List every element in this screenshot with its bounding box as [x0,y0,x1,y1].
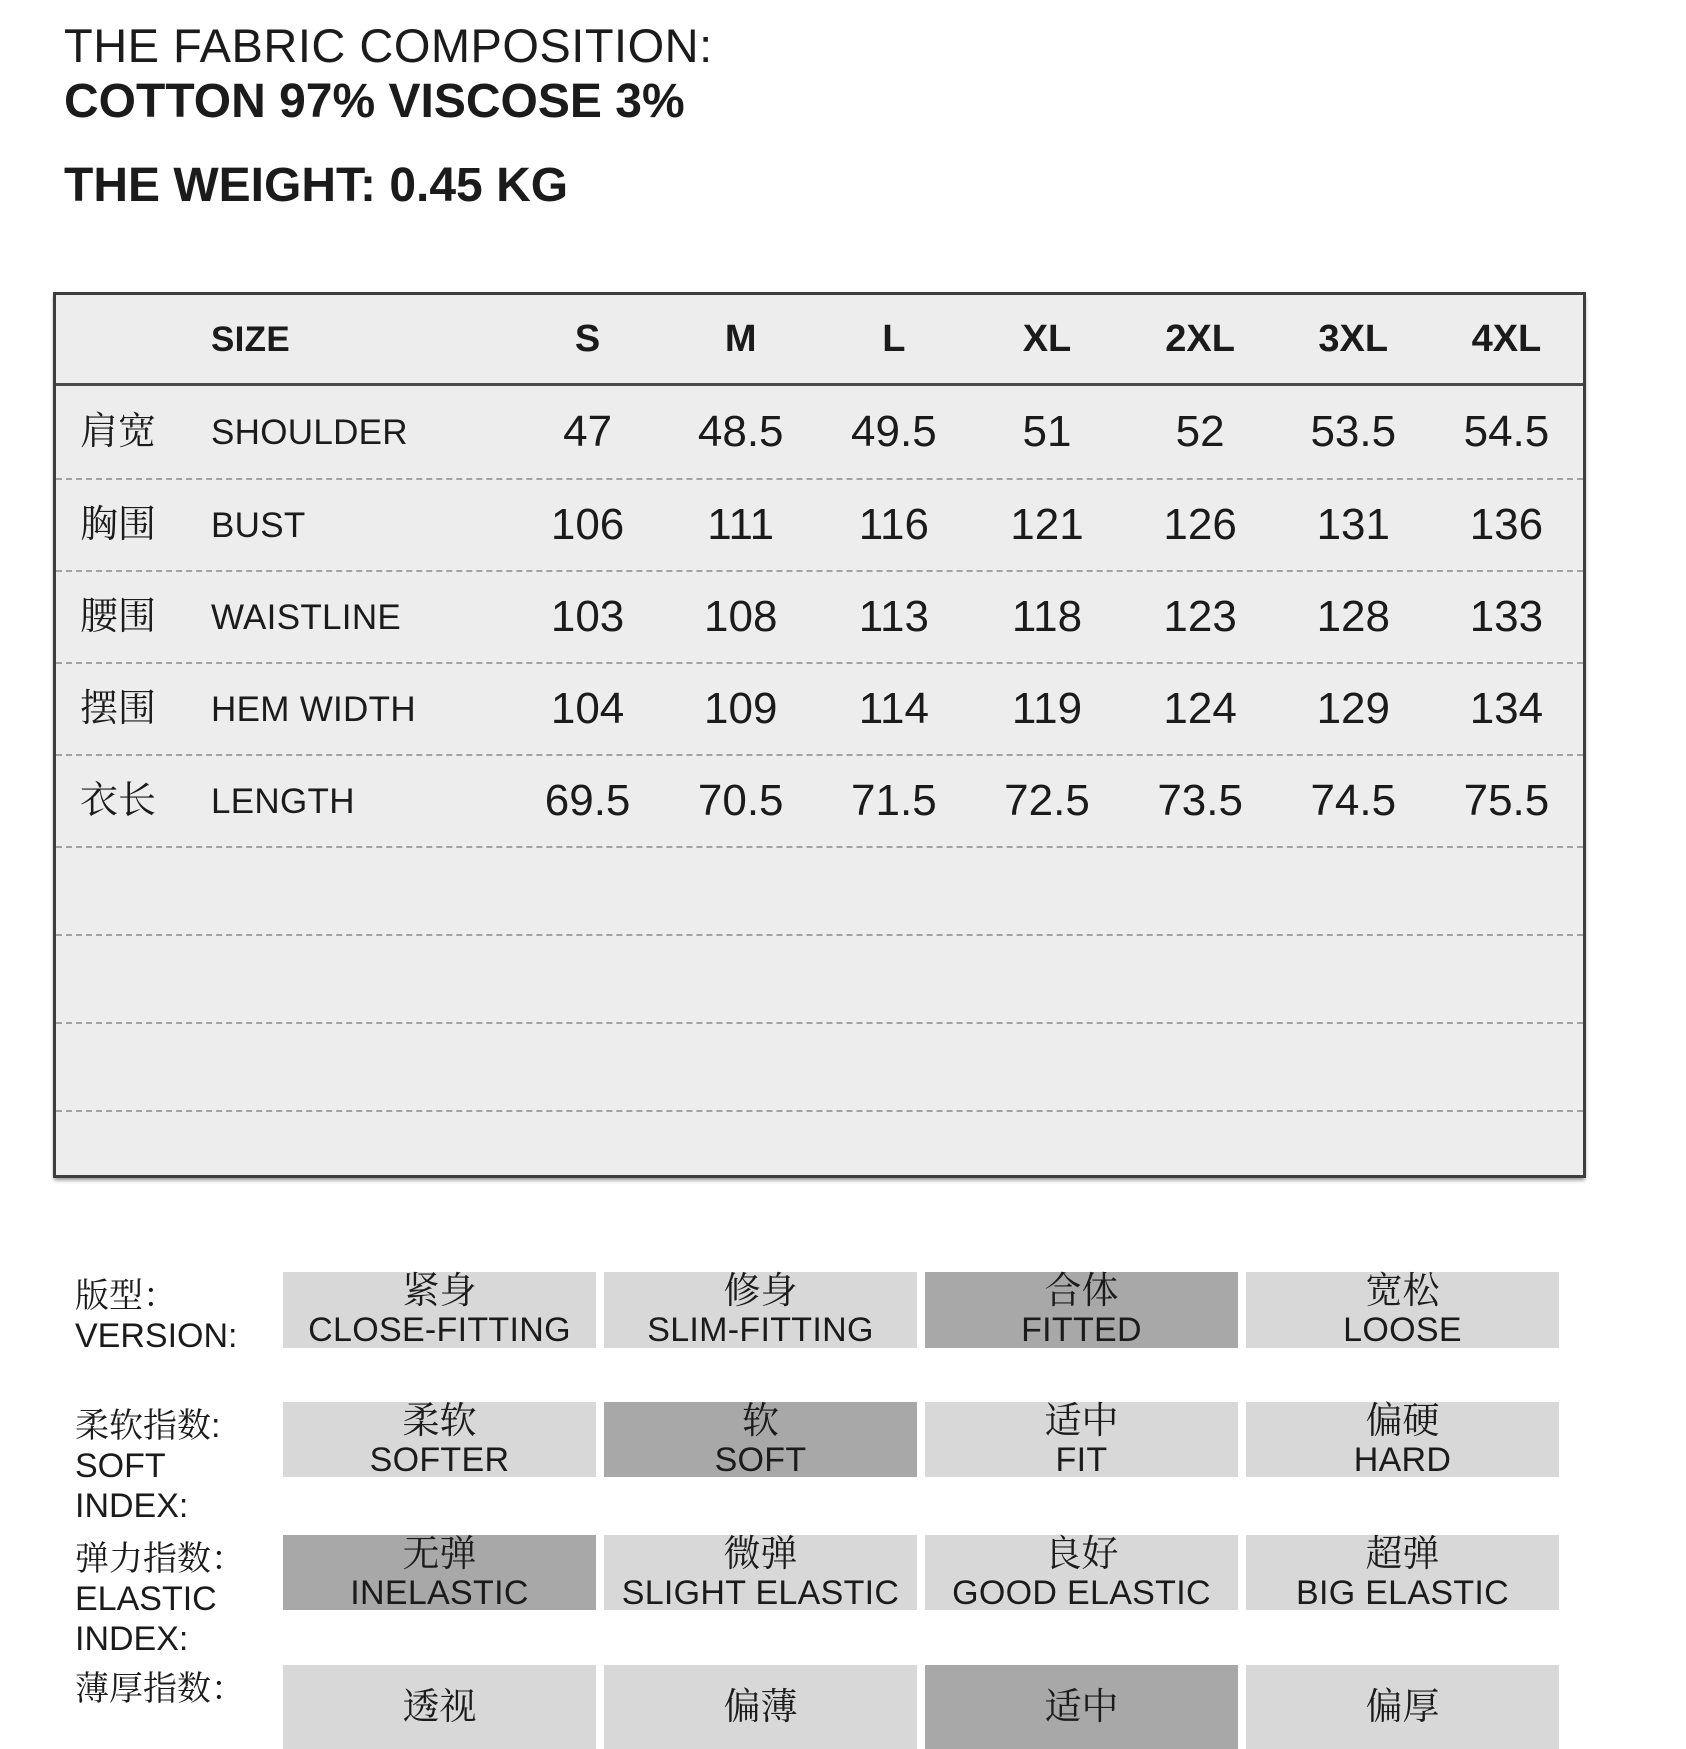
attribute-option-cn: 微弹 [723,1532,798,1574]
attribute-option-cell [1246,1272,1559,1348]
attribute-label-line: 版型： [75,1277,177,1315]
attribute-option-en: SOFTER [369,1440,510,1479]
attribute-options [283,1665,1559,1749]
attribute-label-line: INDEX: [75,1620,189,1658]
measurement-row [56,570,1583,662]
attribute-option-cn: 偏硬 [1365,1399,1440,1441]
row-label-en: HEM WIDTH [211,689,416,729]
measurement-row [56,386,1583,478]
attribute-option-cell-selected [604,1399,917,1479]
measurement-value-cell: 52 [1175,407,1225,456]
attribute-option-cn: 超弹 [1365,1532,1440,1574]
row-label-cn: 胸围 [80,504,157,546]
attribute-option-cell [283,1665,596,1749]
measurement-value-cell: 70.5 [697,776,784,825]
attribute-option-cn: 偏薄 [723,1686,798,1727]
measurement-value-cell: 51 [1022,407,1072,456]
measurement-value-cell: 111 [707,500,775,549]
size-header-cell: 3XL [1318,318,1389,360]
attribute-option-cell [1246,1399,1559,1479]
attribute-label [75,1406,220,1526]
attribute-option-cn: 宽松 [1365,1270,1440,1311]
size-header-cell: L [882,318,906,360]
measurement-value-cell: 53.5 [1310,407,1397,456]
empty-row [56,846,1583,934]
size-header-cell: 4XL [1471,318,1542,360]
attribute-option-cn: 偏厚 [1365,1686,1440,1727]
measurement-value-cell: 72.5 [1004,776,1090,825]
attribute-option-cell [1246,1665,1559,1749]
attribute-option-en: GOOD ELASTIC [952,1573,1211,1612]
attribute-option-cn: 紧身 [402,1270,477,1311]
attribute-options [283,1272,1559,1348]
size-table-header-row [56,295,1583,386]
attribute-option-en: FITTED [1021,1311,1142,1349]
row-label-en: WAISTLINE [211,597,402,637]
attribute-option-en: SLIGHT ELASTIC [621,1573,900,1612]
attribute-option-cell [1246,1532,1559,1612]
measurement-value-cell: 121 [1010,500,1084,549]
size-header-cell: S [574,318,601,360]
fabric-composition-label: THE FABRIC COMPOSITION: [64,19,713,72]
measurement-value-cell: 104 [550,684,625,733]
weight-value: THE WEIGHT: 0.45 KG [64,159,569,212]
size-table [53,292,1586,1178]
attribute-option-cell-selected [925,1272,1238,1348]
measurement-value-cell: 133 [1469,592,1544,641]
measurement-value-cell: 126 [1163,500,1237,549]
attribute-option-cell [283,1399,596,1479]
row-label-cn: 摆围 [80,688,157,730]
attribute-option-en: FIT [1055,1440,1108,1479]
attribute-option-cn: 适中 [1044,1686,1119,1727]
measurement-value-cell: 48.5 [697,407,784,456]
attribute-label-line: SOFT [75,1447,166,1485]
attribute-option-cell [925,1399,1238,1479]
measurement-value-cell: 73.5 [1157,776,1243,825]
attribute-option-cn: 修身 [723,1270,798,1311]
empty-row [56,1022,1583,1110]
attribute-options [283,1532,1559,1612]
attribute-label-line: INDEX: [75,1487,189,1525]
attribute-label-line: ELASTIC [75,1580,217,1618]
attribute-options [283,1399,1559,1479]
measurement-value-cell: 114 [858,684,929,733]
measurement-value-cell: 47 [563,407,613,456]
empty-row [56,1110,1583,1175]
row-label-en: BUST [211,505,306,545]
attribute-label-line: 柔软指数: [75,1407,221,1445]
attribute-label-line: 弹力指数： [75,1540,245,1578]
measurement-value-cell: 131 [1316,500,1390,549]
attribute-label-line: VERSION: [75,1317,238,1355]
attribute-option-cn: 良好 [1044,1532,1119,1574]
attribute-option-en: HARD [1353,1440,1452,1479]
measurement-value-cell: 113 [858,592,929,641]
measurement-value-cell: 49.5 [851,407,937,456]
measurement-row [56,662,1583,754]
row-label-en: LENGTH [211,781,355,821]
size-header-cell: M [724,318,757,360]
measurement-value-cell: 118 [1011,592,1083,641]
attribute-option-cn: 无弹 [402,1532,477,1574]
measurement-value-cell: 74.5 [1310,776,1397,825]
measurement-row [56,478,1583,570]
size-header-cell: 2XL [1165,318,1235,360]
measurement-value-cell: 75.5 [1463,776,1550,825]
row-label-cn: 衣长 [80,780,157,822]
measurement-value-cell: 128 [1316,592,1390,641]
fabric-composition-value: COTTON 97% VISCOSE 3% [64,75,685,128]
measurement-value-cell: 106 [550,500,625,549]
measurement-value-cell: 123 [1163,592,1237,641]
size-header-cell: XL [1022,318,1072,360]
attribute-label-line: 薄厚指数： [75,1670,245,1708]
attribute-option-cn: 合体 [1044,1270,1119,1311]
attribute-option-cn: 适中 [1044,1399,1119,1441]
attribute-option-cell [604,1665,917,1749]
measurement-value-cell: 71.5 [851,776,937,825]
attribute-option-en: SLIM-FITTING [647,1311,874,1349]
attribute-label [75,1276,237,1356]
measurement-value-cell: 108 [704,592,778,641]
attribute-option-cn: 软 [742,1399,779,1441]
measurement-value-cell: 109 [704,684,778,733]
attribute-option-cn: 柔软 [402,1399,477,1441]
attribute-option-en: SOFT [714,1440,807,1479]
attribute-option-cn: 透视 [402,1686,477,1727]
measurement-value-cell: 136 [1469,500,1544,549]
attribute-option-en: INELASTIC [350,1573,529,1612]
attribute-option-cell [925,1532,1238,1612]
attribute-option-en: CLOSE-FITTING [308,1311,571,1349]
attribute-option-cell [283,1272,596,1348]
attribute-option-cell-selected [283,1532,596,1612]
measurement-value-cell: 134 [1469,684,1544,733]
measurement-value-cell: 116 [858,500,929,549]
size-label-cell: SIZE [211,319,290,359]
measurement-value-cell: 103 [550,592,625,641]
attribute-label [75,1539,245,1659]
measurement-row [56,754,1583,846]
attribute-option-cell [604,1272,917,1348]
attribute-option-cell [604,1532,917,1612]
attribute-option-en: LOOSE [1343,1311,1462,1349]
measurement-value-cell: 124 [1163,684,1237,733]
measurement-value-cell: 54.5 [1463,407,1550,456]
row-label-cn: 肩宽 [80,411,157,453]
attribute-option-cell-selected [925,1665,1238,1749]
measurement-value-cell: 129 [1316,684,1390,733]
row-label-cn: 腰围 [80,596,157,638]
measurement-value-cell: 119 [1011,684,1083,733]
attribute-label [75,1669,245,1709]
empty-row [56,934,1583,1022]
measurement-value-cell: 69.5 [544,776,631,825]
row-label-en: SHOULDER [211,412,408,452]
attribute-option-en: BIG ELASTIC [1295,1573,1510,1612]
